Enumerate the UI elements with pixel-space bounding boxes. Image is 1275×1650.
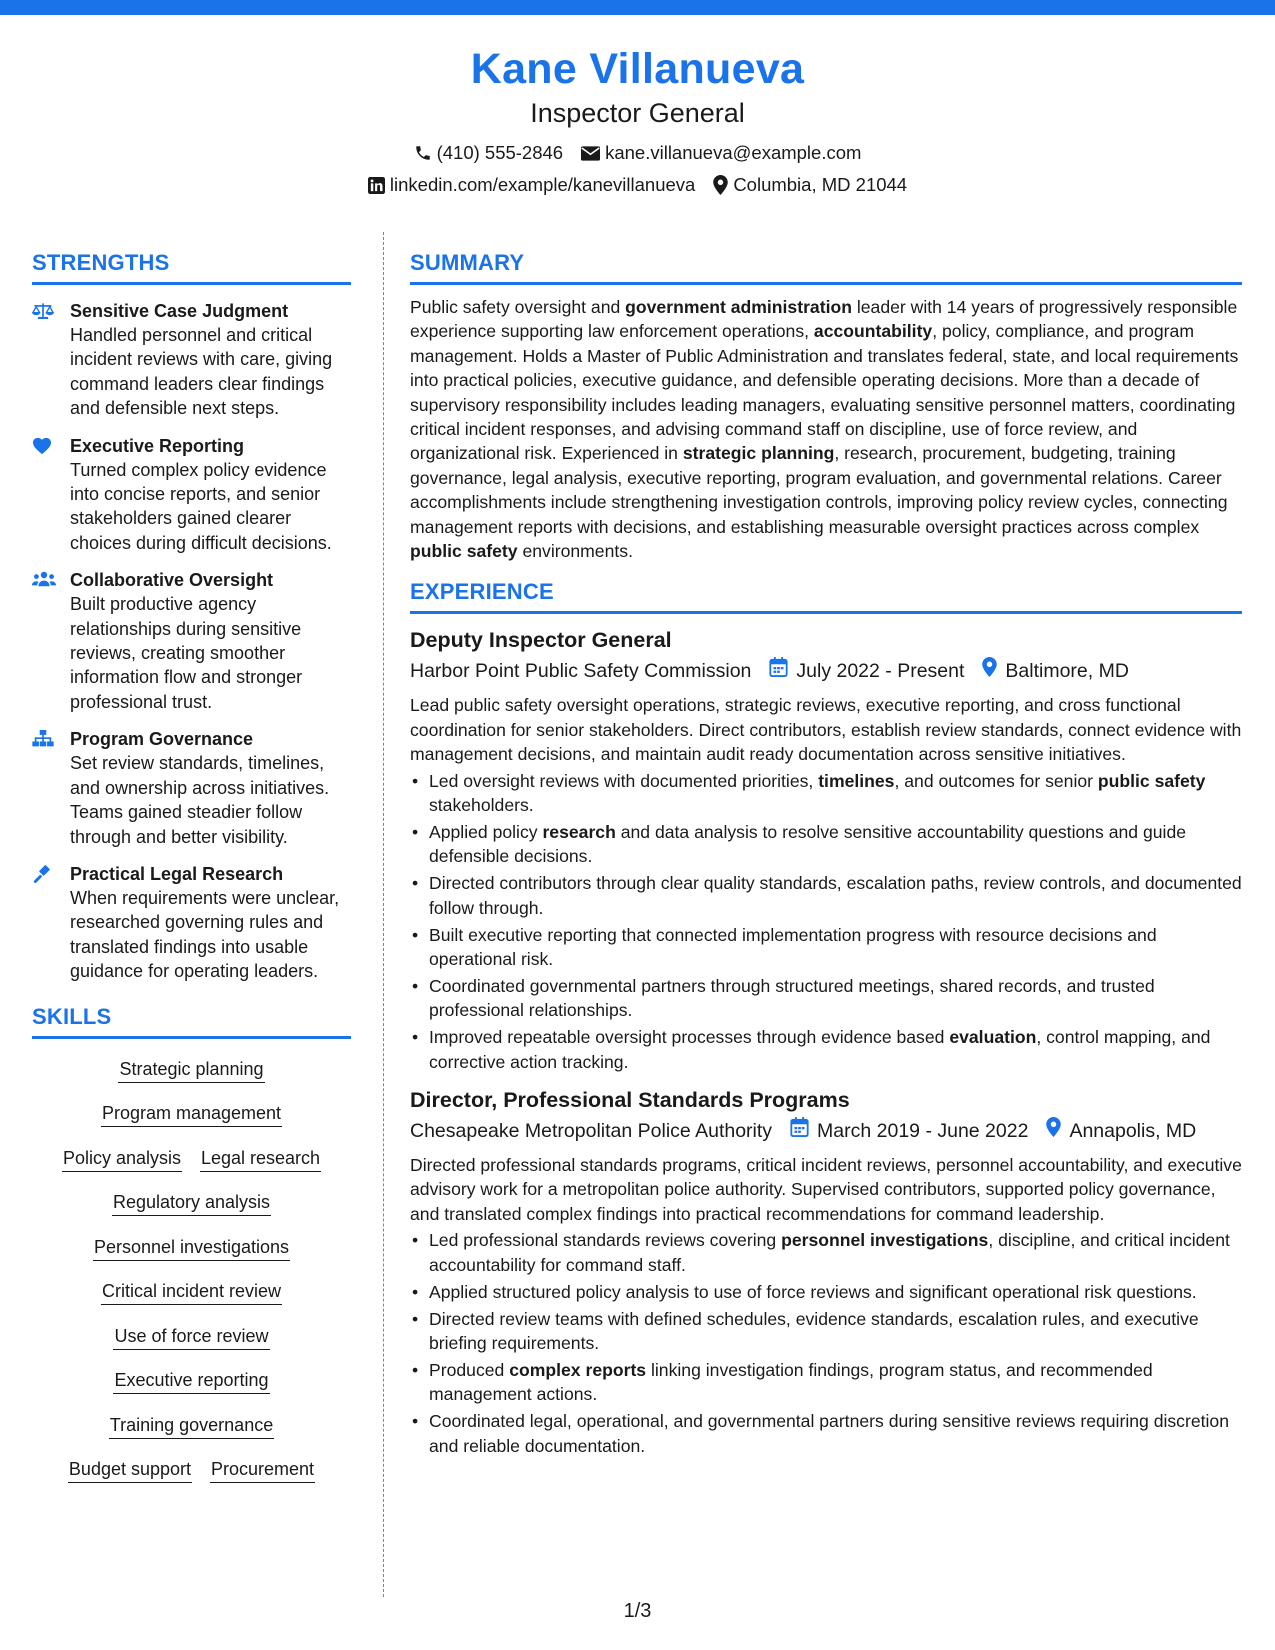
strength-desc: Turned complex policy evidence into concise reports, and senior stakeholders gained clearer choices during difficult decisions.: [70, 459, 332, 553]
text-run: Applied structured policy analysis to use of force reviews and significant operational risk questions.: [429, 1281, 1197, 1302]
job-company: Harbor Point Public Safety Commission: [410, 660, 752, 683]
text-run: Public safety oversight and: [410, 297, 626, 317]
job-title: Director, Professional Standards Programs: [410, 1088, 850, 1113]
strength-item: [32, 727, 351, 849]
skill-row: [32, 1368, 351, 1394]
skill-tag: Regulatory analysis: [112, 1190, 271, 1216]
summary-heading: SUMMARY: [410, 248, 1242, 285]
bold-keyword: strategic planning: [682, 443, 835, 464]
skill-tag: Training governance: [109, 1413, 274, 1439]
right-column: [410, 248, 1242, 1460]
experience-list: [410, 626, 1242, 1457]
text-run: stakeholders.: [429, 795, 534, 816]
summary-text: [410, 295, 1242, 563]
map-pin-icon: [1046, 1117, 1061, 1145]
bullet-item: [410, 871, 1242, 920]
job-title: Deputy Inspector General: [410, 628, 672, 653]
bold-keyword: personnel investigations: [781, 1230, 989, 1251]
strength-title: Collaborative Oversight: [70, 570, 274, 591]
candidate-title: Inspector General: [530, 98, 745, 128]
skill-row: [32, 1101, 351, 1127]
job-location: [982, 657, 1129, 685]
text-run: Produced: [429, 1359, 510, 1380]
bullet-item: [410, 1409, 1242, 1458]
bold-keyword: public safety: [410, 541, 518, 562]
text-run: Coordinated governmental partners through structured meetings, shared records, and trusted professional relationships.: [429, 975, 1155, 1021]
strength-desc: Handled personnel and critical incident reviews with care, giving command leaders clear findings and defensible next steps.: [70, 325, 333, 419]
skill-tag: Use of force review: [113, 1324, 269, 1350]
job-description: Lead public safety oversight operations, strategic reviews, executive reporting, and cross functional coordination for senior stakeholders. Direct contributors, establish review standards, connect evidence with management decisions, and maintain audit ready documentation across sensitive initiatives.: [410, 695, 1242, 765]
bold-keyword: accountability: [813, 321, 933, 342]
strength-item: [32, 568, 351, 714]
strength-item: [32, 299, 351, 421]
phone-contact[interactable]: [414, 140, 564, 166]
job-location: [1046, 1117, 1196, 1145]
strength-title: Program Governance: [70, 729, 254, 750]
candidate-name: Kane Villanueva: [470, 45, 805, 93]
envelope-icon: [581, 146, 600, 161]
skill-row: [32, 1457, 351, 1483]
text-run: Directed review teams with defined schedules, evidence standards, escalation rules, and executive briefing requirements.: [429, 1308, 1199, 1353]
job-location-text: Baltimore, MD: [1005, 660, 1129, 683]
text-run: Led professional standards reviews covering: [429, 1230, 782, 1251]
skill-row: [32, 1235, 351, 1261]
linkedin-contact[interactable]: [368, 172, 695, 198]
job-dates: [790, 1117, 1028, 1145]
text-run: environments.: [517, 541, 633, 562]
job-dates-text: July 2022 - Present: [796, 660, 965, 683]
text-run: Directed contributors through clear quality standards, escalation paths, review controls, and documented follow through.: [429, 873, 1242, 918]
linkedin-text: linkedin.com/example/kanevillanueva: [389, 174, 696, 195]
balance-scale-icon: [32, 299, 70, 421]
text-run: and data analysis to resolve sensitive accountability questions and guide defensible decisions.: [429, 822, 1187, 867]
strengths-list: [32, 299, 351, 984]
bullet-item: [410, 769, 1242, 818]
skill-tag: Policy analysis: [62, 1146, 182, 1172]
strengths-heading: STRENGTHS: [32, 248, 351, 285]
bullet-item: [410, 1228, 1242, 1277]
skill-row: [32, 1324, 351, 1350]
job-entry: [410, 626, 1242, 1074]
skill-row: [32, 1190, 351, 1216]
text-run: linking investigation findings, program status, and recommended management actions.: [429, 1359, 1153, 1405]
strength-desc: When requirements were unclear, researched governing rules and translated findings into usable guidance for operating leaders.: [70, 887, 340, 982]
skill-tag: Personnel investigations: [93, 1235, 290, 1261]
calendar-icon: [769, 657, 788, 685]
top-accent-bar: [0, 0, 1275, 15]
job-company: Chesapeake Metropolitan Police Authority: [410, 1120, 773, 1143]
job-meta: [410, 1117, 1242, 1145]
text-run: , and outcomes for senior: [894, 770, 1098, 791]
contact-row-1: [0, 140, 1275, 166]
experience-heading: EXPERIENCE: [410, 577, 1242, 614]
job-entry: [410, 1086, 1242, 1458]
bold-keyword: government administration: [625, 297, 852, 317]
job-dates-text: March 2019 - June 2022: [817, 1120, 1029, 1143]
skills-list: [32, 1057, 351, 1484]
calendar-icon: [790, 1117, 809, 1145]
phone-text: (410) 555-2846: [436, 142, 564, 163]
skill-row: [32, 1146, 351, 1172]
skill-row: [32, 1057, 351, 1083]
text-run: , control mapping, and corrective action tracking.: [429, 1027, 1211, 1072]
job-location-text: Annapolis, MD: [1069, 1120, 1197, 1143]
skill-tag: Strategic planning: [118, 1057, 264, 1083]
email-contact[interactable]: [581, 140, 861, 166]
job-meta: [410, 657, 1242, 685]
skill-tag: Procurement: [210, 1457, 315, 1483]
job-bullets: [410, 769, 1242, 1074]
skill-row: [32, 1279, 351, 1305]
text-run: Led oversight reviews with documented priorities,: [429, 770, 819, 791]
email-text: kane.villanueva@example.com: [605, 142, 862, 163]
text-run: Applied policy: [429, 822, 543, 842]
skills-heading: SKILLS: [32, 1002, 351, 1039]
linkedin-icon: [368, 177, 385, 194]
phone-icon: [414, 144, 432, 162]
skill-row: [32, 1413, 351, 1439]
bullet-item: [410, 820, 1242, 869]
text-run: Built executive reporting that connected implementation progress with resource decisions and operational risk.: [429, 924, 1157, 970]
location-text: Columbia, MD 21044: [733, 174, 908, 195]
skill-tag: Legal research: [200, 1146, 321, 1172]
users-icon: [32, 568, 70, 714]
strength-title: Practical Legal Research: [70, 863, 284, 884]
bullet-item: [410, 1280, 1242, 1304]
resume-header: [0, 40, 1275, 198]
contact-row-2: [0, 172, 1275, 198]
left-column: [32, 248, 351, 1502]
bold-keyword: timelines: [818, 770, 895, 791]
strength-title: Executive Reporting: [70, 435, 245, 456]
page-number: 1/3: [623, 1600, 652, 1622]
text-run: , policy, compliance, and program management. Holds a Master of Public Administration and translates federal, state, and local requirements into practical policies, executive guidance, and defensible operating decisions. More than a decade of supervisory responsibility includes leading managers, evaluating sensitive personnel matters, coordinating critical incident responses, and advising command staff on discipline, use of force review, and organizational risk. Experienced in: [410, 321, 1239, 464]
bold-keyword: research: [542, 822, 616, 842]
bullet-item: [410, 1025, 1242, 1074]
sitemap-icon: [32, 727, 70, 849]
skill-tag: Budget support: [68, 1457, 192, 1483]
job-description: Directed professional standards programs, critical incident reviews, personnel accountability, and executive advisory work for a metropolitan police authority. Supervised contributors, supported policy governance, and translated complex findings into practical recommendations for command leadership.: [410, 1155, 1242, 1224]
location-contact: [713, 172, 907, 198]
map-pin-icon: [982, 657, 997, 685]
skill-tag: Program management: [101, 1101, 282, 1127]
skill-tag: Critical incident review: [101, 1279, 282, 1305]
strength-item: [32, 434, 351, 556]
map-pin-icon: [713, 175, 728, 195]
text-run: leader with 14 years of progressively responsible experience supporting law enforcement operations,: [410, 297, 1238, 342]
text-run: , discipline, and critical incident accountability for command staff.: [429, 1230, 1230, 1275]
text-run: Coordinated legal, operational, and governmental partners during sensitive reviews requiring discretion and reliable documentation.: [429, 1411, 1229, 1456]
strength-item: [32, 862, 351, 984]
skill-tag: Executive reporting: [113, 1368, 269, 1394]
heart-icon: [32, 434, 70, 556]
bullet-item: [410, 1307, 1242, 1356]
strength-desc: Set review standards, timelines, and ownership across initiatives. Teams gained steadier follow through and better visibility.: [70, 753, 330, 847]
bold-keyword: evaluation: [949, 1027, 1037, 1048]
bold-keyword: complex reports: [509, 1359, 647, 1380]
strength-desc: Built productive agency relationships during sensitive reviews, creating smoother information flow and stronger professional trust.: [70, 594, 303, 712]
bullet-item: [410, 1358, 1242, 1407]
job-dates: [769, 657, 964, 685]
bold-keyword: public safety: [1097, 770, 1206, 791]
bullet-item: [410, 923, 1242, 972]
gavel-icon: [32, 862, 70, 984]
text-run: Improved repeatable oversight processes through evidence based: [429, 1027, 950, 1048]
column-divider: [383, 232, 384, 1597]
text-run: , research, procurement, budgeting, training governance, legal analysis, executive reporting, program evaluation, and governmental relations. Career accomplishments include strengthening investigation controls, improving policy review cycles, connecting management reports with decisions, and establishing measurable oversight practices across complex: [410, 443, 1228, 537]
job-bullets: [410, 1228, 1242, 1458]
bullet-item: [410, 974, 1242, 1023]
strength-title: Sensitive Case Judgment: [70, 301, 289, 321]
